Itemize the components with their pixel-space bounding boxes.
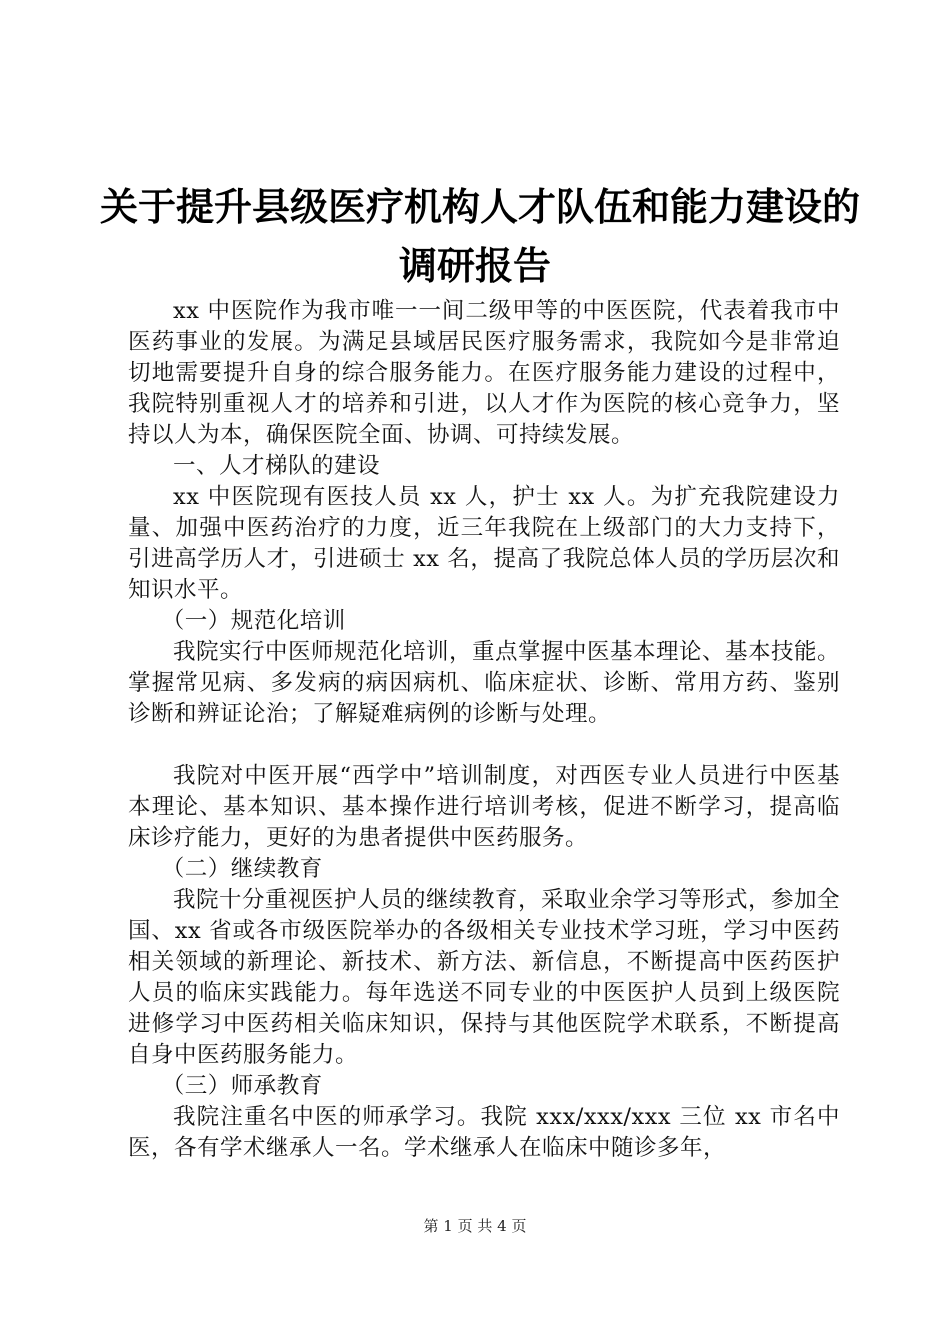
document-title-line-2: 调研报告 (398, 244, 551, 288)
subsection-heading-continuing-education: （二）继续教育 (161, 856, 323, 882)
subsection-heading-mentorship: （三）师承教育 (161, 1073, 323, 1099)
talent-echelon-paragraph: xx 中医院现有医技人员 xx 人，护士 xx 人。为扩充我院建设力量、加强中医药治疗的力度，近三年我院在上级部门的大力支持下，引进高学历人才，引进硕士 xx 名，提高了我院总体人员的学历层次和知识水平。 (128, 484, 840, 603)
subsection-heading-standardized-training: （一）规范化培训 (161, 608, 346, 634)
mentorship-paragraph: 我院注重名中医的师承学习。我院 xxx/xxx/xxx 三位 xx 市名中医，各有学术继承人一名。学术继承人在临床中随诊多年， (128, 1104, 840, 1161)
document-title-line-1: 关于提升县级医疗机构人才队伍和能力建设的 (100, 185, 861, 229)
intro-paragraph: xx 中医院作为我市唯一一间二级甲等的中医医院，代表着我市中医药事业的发展。为满足县域居民医疗服务需求，我院如今是非常迫切地需要提升自身的综合服务能力。在医疗服务能力建设的过程中，我院特别重视人才的培养和引进，以人才作为医院的核心竞争力，坚持以人为本，确保医院全面、协调、可持续发展。 (128, 298, 840, 448)
page-footer: 第 1 页 共 4 页 (423, 1217, 527, 1235)
paragraph-gap (128, 730, 840, 761)
section-heading-talent-echelon: 一、人才梯队的建设 (173, 453, 381, 479)
document-body (128, 296, 840, 1164)
continuing-education-paragraph: 我院十分重视医护人员的继续教育，采取业余学习等形式，参加全国、xx 省或各市级医院举办的各级相关专业技术学习班，学习中医药相关领域的新理论、新技术、新方法、新信息，不断提高中医药医护人员的临床实践能力。每年选送不同专业的中医医护人员到上级医院进修学习中医药相关临床知识，保持与其他医院学术联系，不断提高自身中医药服务能力。 (128, 887, 841, 1068)
standardized-training-paragraph: 我院实行中医师规范化培训，重点掌握中医基本理论、基本技能。掌握常见病、多发病的病因病机、临床症状、诊断、常用方药、鉴别诊断和辨证论治；了解疑难病例的诊断与处理。 (128, 639, 841, 727)
western-learning-paragraph: 我院对中医开展“西学中”培训制度，对西医专业人员进行中医基本理论、基本知识、基本操作进行培训考核，促进不断学习，提高临床诊疗能力，更好的为患者提供中医药服务。 (128, 763, 840, 851)
